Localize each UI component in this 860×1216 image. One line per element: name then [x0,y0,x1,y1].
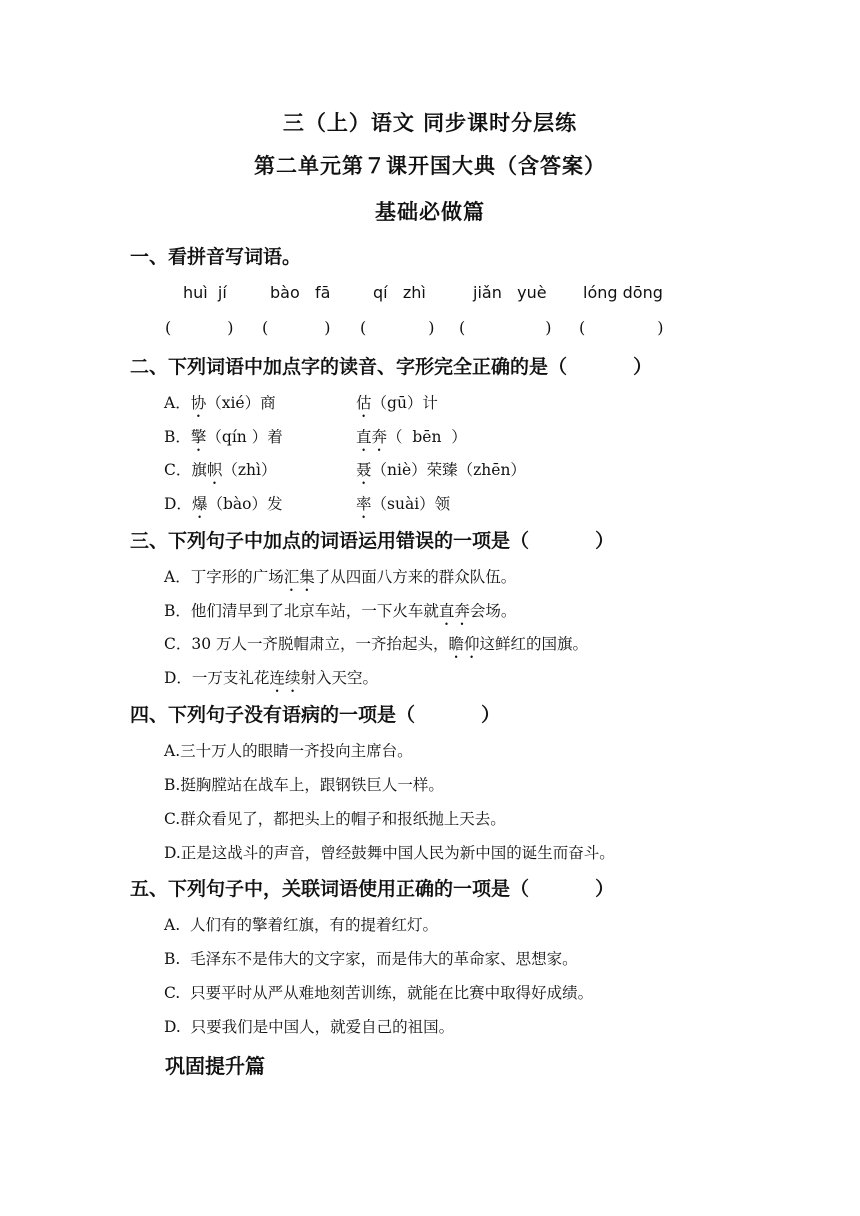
q4-option-b: B.挺胸膛站在战车上，跟钢铁巨人一样。 [164,776,444,794]
q2-option-c-left: C．旗帜（zhì） [164,461,277,479]
q2-option-b-left: B．擎（qín ）着 [164,428,283,446]
answer-blank-4[interactable]: ( ) [459,318,552,337]
answer-blank-5[interactable]: ( ) [579,318,664,337]
q5-option-c: C. 只要平时从严从难地刻苦训练，就能在比赛中取得好成绩。 [164,984,594,1002]
answer-blank-1[interactable]: ( ) [165,318,234,337]
q3-option-b: B．他们清早到了北京车站，一下火车就直奔会场。 [164,602,517,620]
section-title-basic: 基础必做篇 [375,200,485,224]
q5-option-b: B. 毛泽东不是伟大的文字家，而是伟大的革命家、思想家。 [164,950,578,968]
question-4-heading: 四、下列句子没有语病的一项是（ ） [130,704,501,726]
q2-option-a-left: A．协（xié）商 [164,394,276,412]
q4-option-d: D.正是这战斗的声音，曾经鼓舞中国人民为新中国的诞生而奋斗。 [164,844,615,862]
q4-option-c: C.群众看见了，都把头上的帽子和报纸抛上天去。 [164,810,506,828]
answer-blank-3[interactable]: ( ) [360,318,435,337]
question-2-heading: 二、下列词语中加点字的读音、字形完全正确的是（ ） [130,356,653,378]
q2-option-d-left: D．爆（bào）发 [164,495,283,513]
q2-option-a-right: 估（gū）计 [356,394,438,412]
q2-option-d-right: 率（suài）领 [356,495,451,513]
pinyin-1: huì jí [183,283,227,302]
q3-option-d: D．一万支礼花连续射入天空。 [164,669,378,687]
q3-option-c: C．30 万人一齐脱帽肃立，一齐抬起头，瞻仰这鲜红的国旗。 [164,635,589,653]
pinyin-4: jiǎn yuè [473,283,547,302]
answer-blank-2[interactable]: ( ) [262,318,331,337]
question-1-heading: 一、看拼音写词语。 [130,246,302,268]
section-title-advanced: 巩固提升篇 [165,1054,265,1078]
question-3-heading: 三、下列句子中加点的词语运用错误的一项是（ ） [130,530,615,552]
q4-option-a: A.三十万人的眼睛一齐投向主席台。 [164,742,413,760]
pinyin-5: lóng dōng [583,283,663,302]
q5-option-a: A. 人们有的擎着红旗，有的提着红灯。 [164,916,438,934]
q2-option-c-right: 聂（niè）荣臻（zhēn） [356,461,526,479]
question-5-heading: 五、下列句子中，关联词语使用正确的一项是（ ） [130,878,615,900]
q2-option-b-right: 直奔（ bēn ） [356,428,467,446]
document-title: 三（上）语文 同步课时分层练 [282,111,578,135]
pinyin-2: bào fā [270,283,331,302]
q5-option-d: D. 只要我们是中国人，就爱自己的祖国。 [164,1018,455,1036]
pinyin-3: qí zhì [373,283,426,302]
lesson-title: 第二单元第７课开国大典（含答案） [254,154,606,178]
q3-option-a: A．丁字形的广场汇集了从四面八方来的群众队伍。 [164,568,517,586]
